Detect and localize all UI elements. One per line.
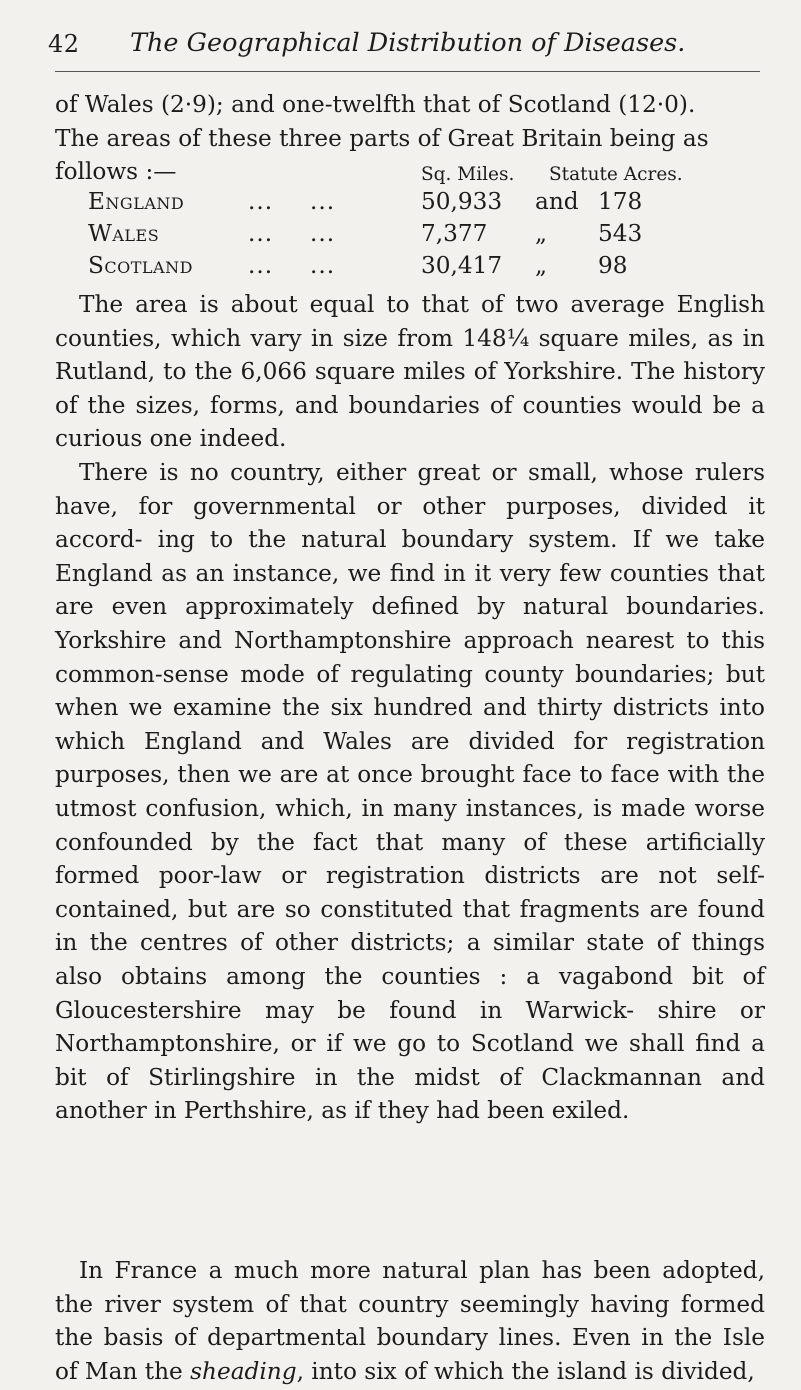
text-line: once brought face to face with the utmost confusion, which,: [55, 761, 765, 822]
header-rule: [55, 71, 760, 72]
row-acres: 178: [598, 188, 643, 215]
body-paragraph: [55, 1254, 765, 1388]
row-separator: and: [535, 188, 579, 215]
row-separator: „: [535, 220, 548, 247]
text-line: ing to the natural boundary system. If we take England as: [55, 526, 765, 587]
text-line: in many instances, is made worse confounded by the fact that: [55, 794, 766, 856]
leader-dots: ...: [248, 252, 274, 279]
column-header-statute-acres: Statute Acres.: [549, 164, 683, 185]
leader-dots: ...: [248, 220, 274, 247]
text-line: basis of departmental boundary lines. Even in the Isle of: [55, 1324, 765, 1385]
text-line: follows :—: [55, 158, 177, 186]
running-title: The Geographical Distribution of Diseases.: [130, 28, 686, 58]
text-line-start: Man the: [84, 1357, 191, 1385]
leader-dots: ...: [310, 220, 336, 247]
text-line: find a bit of Stirlingshire in the midst of Clackmannan and: [55, 1030, 765, 1091]
text-line: The area is about equal to that of two average English: [79, 291, 765, 318]
text-line: Rutland, to the 6,066 square miles of Yorkshire. The: [55, 358, 684, 386]
text-line: shire or Northamptonshire, or if we go to Scotland we shall: [55, 996, 765, 1058]
row-acres: 543: [598, 220, 643, 247]
text-line: an instance, we find in it very few counties that are even: [55, 559, 765, 621]
table-row: [0, 188, 801, 220]
table-row: [0, 220, 801, 252]
row-sq-miles: 7,377: [421, 220, 488, 247]
text-line: Wales are divided for registration purposes, then we are at: [55, 727, 765, 789]
text-line: river system of that country seemingly having formed the: [55, 1290, 765, 1352]
text-line: There is no country, either great or small, whose rulers: [79, 459, 765, 486]
row-acres: 98: [598, 252, 628, 279]
leader-dots: ...: [248, 188, 274, 215]
text-line: another in Perthshire, as if they had been exiled.: [55, 1097, 630, 1125]
table-row: [0, 252, 801, 284]
text-line: vagabond bit of Gloucestershire may be found in Warwick-: [55, 962, 765, 1024]
text-line-end: , into six of which the island is divided,: [296, 1357, 755, 1385]
column-header-sq-miles: Sq. Miles.: [421, 164, 515, 185]
text-line: The areas of these three parts of Great Britain being as: [55, 124, 709, 152]
text-line: counties, which vary in size from 148¼ square miles, as in: [55, 324, 765, 352]
text-line: fragments are found in the centres of other districts; a: [55, 895, 765, 957]
body-paragraph: [55, 288, 765, 456]
text-line: history of the sizes, forms, and boundaries of counties would: [55, 358, 765, 419]
leader-dots: ...: [310, 252, 336, 279]
row-name: England: [88, 188, 185, 215]
text-line: similar state of things also obtains among the counties : a: [55, 929, 766, 990]
row-name: Wales: [88, 220, 160, 247]
text-line: Northamptonshire approach nearest to this common-sense: [55, 626, 765, 688]
text-line: the six hundred and thirty districts into which England and: [55, 694, 765, 755]
text-line: have, for governmental or other purposes, divided it accord-: [55, 492, 765, 554]
row-sq-miles: 30,417: [421, 252, 503, 279]
italic-term: sheading: [190, 1357, 297, 1385]
text-line: of Wales (2·9); and one-twelfth that of Scotland (12·0).: [55, 91, 696, 118]
text-line: many of these artificially formed poor-law or registration: [55, 828, 765, 890]
running-head: [48, 22, 758, 62]
row-name: Scotland: [88, 252, 193, 279]
text-line: approximately defined by natural boundaries. Yorkshire and: [55, 593, 765, 654]
text-line: mode of regulating county boundaries; but when we examine: [55, 660, 765, 722]
page-number: 42: [48, 30, 80, 58]
text-line: be a curious one indeed.: [55, 391, 765, 453]
row-sq-miles: 50,933: [421, 188, 503, 215]
leader-dots: ...: [310, 188, 336, 215]
body-paragraph: [55, 456, 765, 1128]
text-line: In France a much more natural plan has been adopted, the: [55, 1257, 765, 1318]
text-line: districts are not self-contained, but are so constituted that: [55, 862, 765, 923]
row-separator: „: [535, 252, 548, 279]
